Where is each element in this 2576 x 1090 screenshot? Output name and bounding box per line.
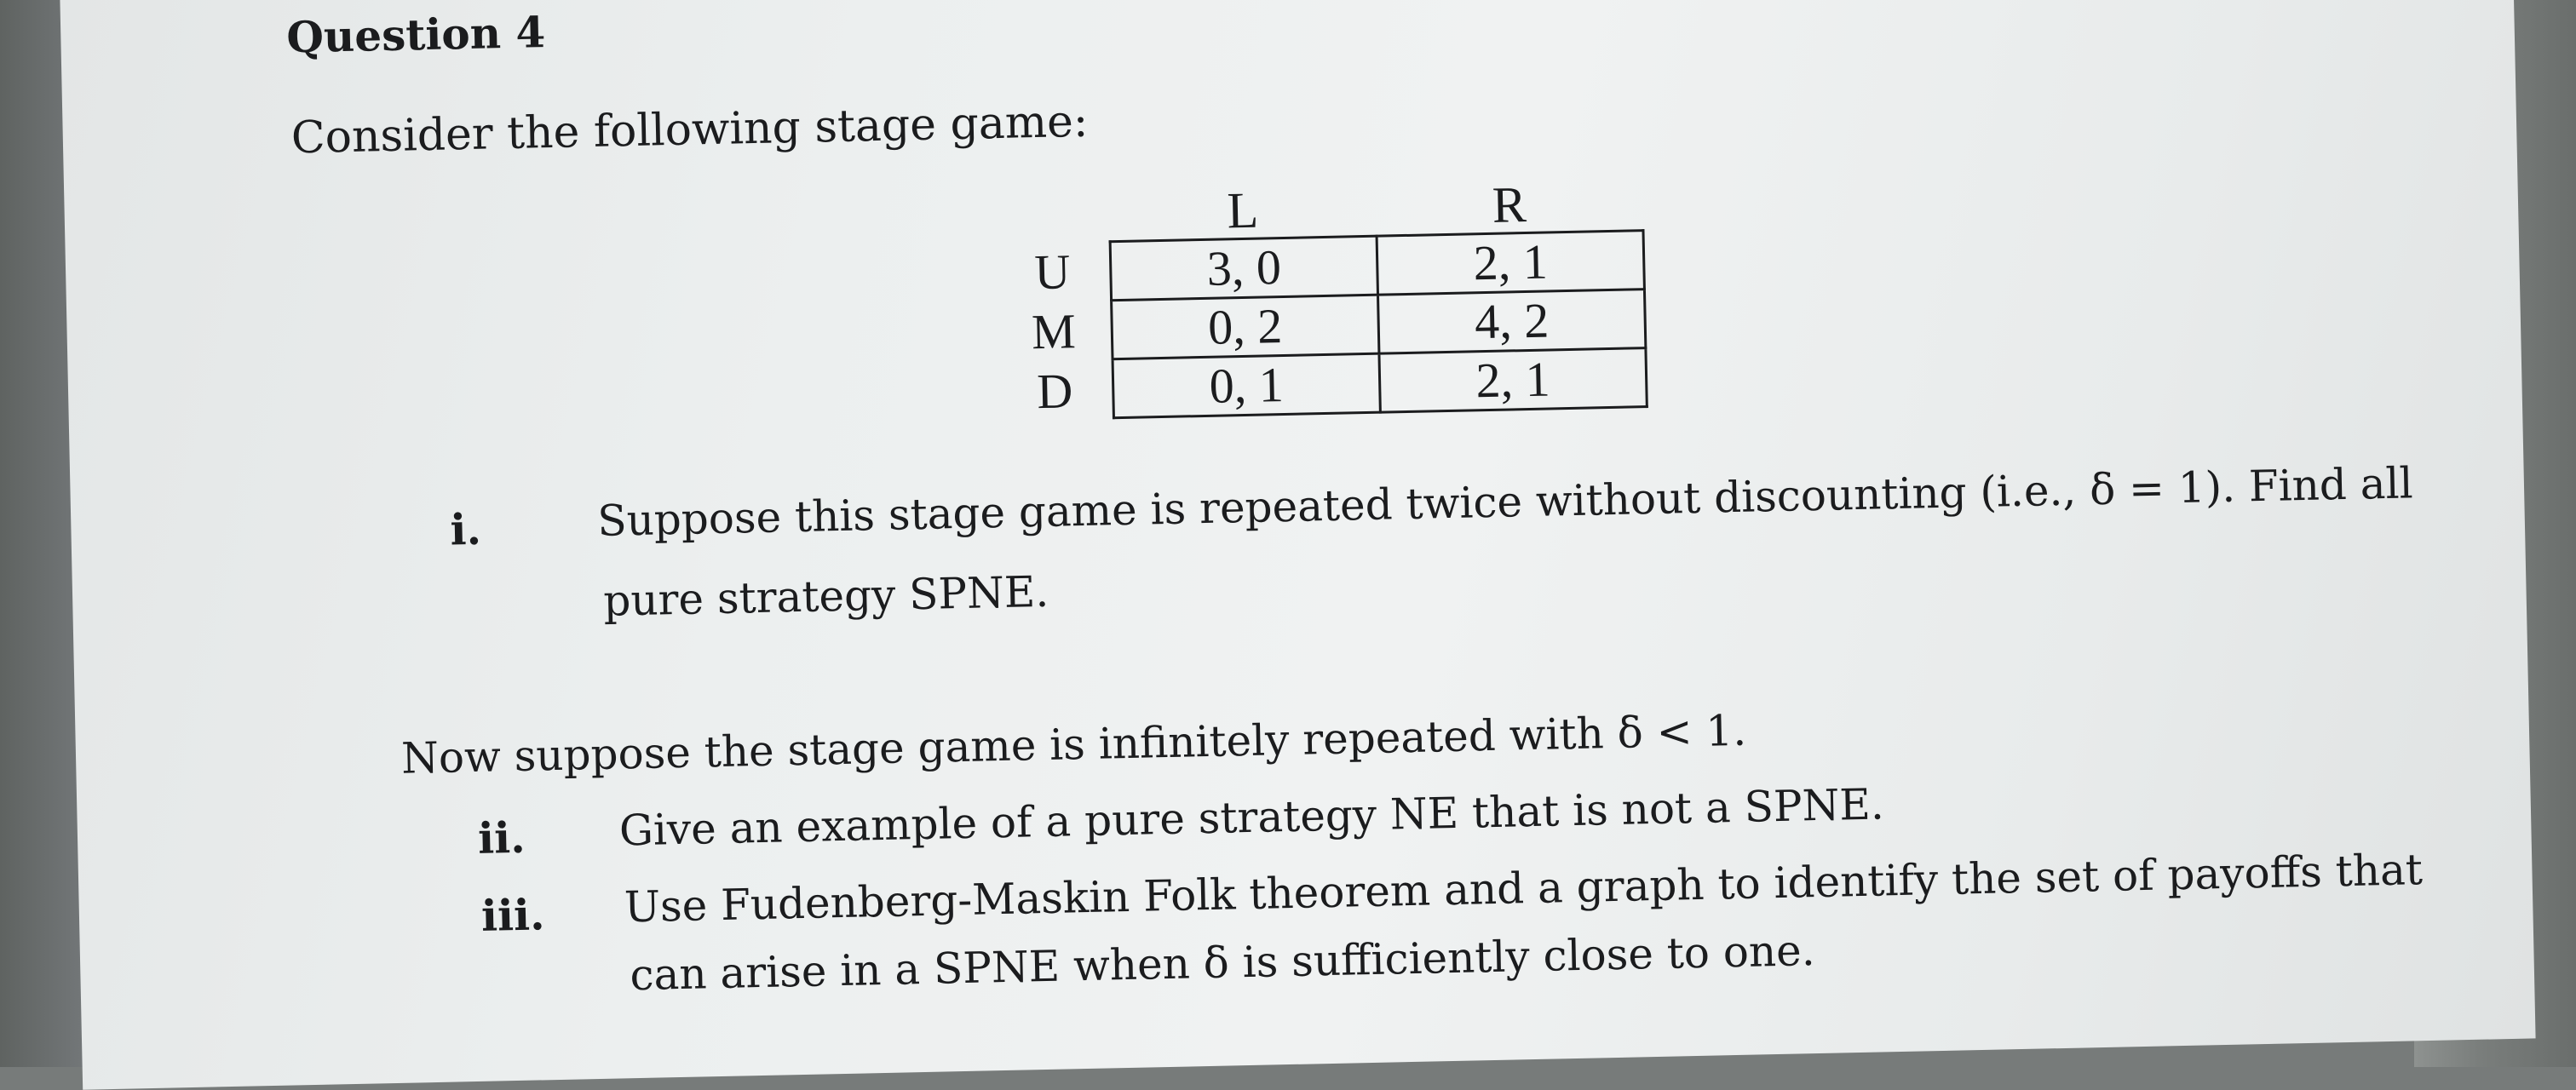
matrix-row-d [1113,348,1647,418]
matrix-row-m [1112,290,1646,359]
cell-d-r: 2, 1 [1379,348,1647,413]
document-page [60,0,2536,1090]
part-ii-marker: ii. [477,812,526,863]
cell-m-r: 4, 2 [1378,290,1646,354]
part-i-line2: pure strategy SPNE. [602,566,1049,626]
part-iii-line1: Use Fudenberg-Maskin Folk theorem and a graph to identify the set of payoffs that [624,845,2424,932]
cell-u-l: 3, 0 [1110,236,1377,301]
part-i-marker: i. [449,503,482,555]
part-ii-text: Give an example of a pure strategy NE that is not a SPNE. [618,779,1885,856]
part-iii-marker: iii. [480,889,546,941]
column-header-r: R [1492,176,1527,233]
part-i-line1: Suppose this stage game is repeated twice without discounting (i.e., δ = 1). Find all [596,458,2414,546]
row-label-d: D [1036,363,1073,420]
payoff-matrix [1109,229,1648,419]
cell-m-l: 0, 2 [1112,295,1379,359]
part-iii-line2: can arise in a SPNE when δ is sufficiently close to one. [629,926,1816,1001]
intro-text: Consider the following stage game: [290,95,1089,164]
row-label-u: U [1033,244,1071,301]
cell-d-l: 0, 1 [1113,353,1380,418]
row-label-m: M [1031,303,1077,360]
cell-u-r: 2, 1 [1377,231,1644,295]
column-header-l: L [1226,181,1259,239]
matrix-row-u [1110,231,1644,301]
question-title: Question 4 [285,7,546,63]
infinite-repetition-text: Now suppose the stage game is infinitely repeated with δ < 1. [400,705,1747,783]
